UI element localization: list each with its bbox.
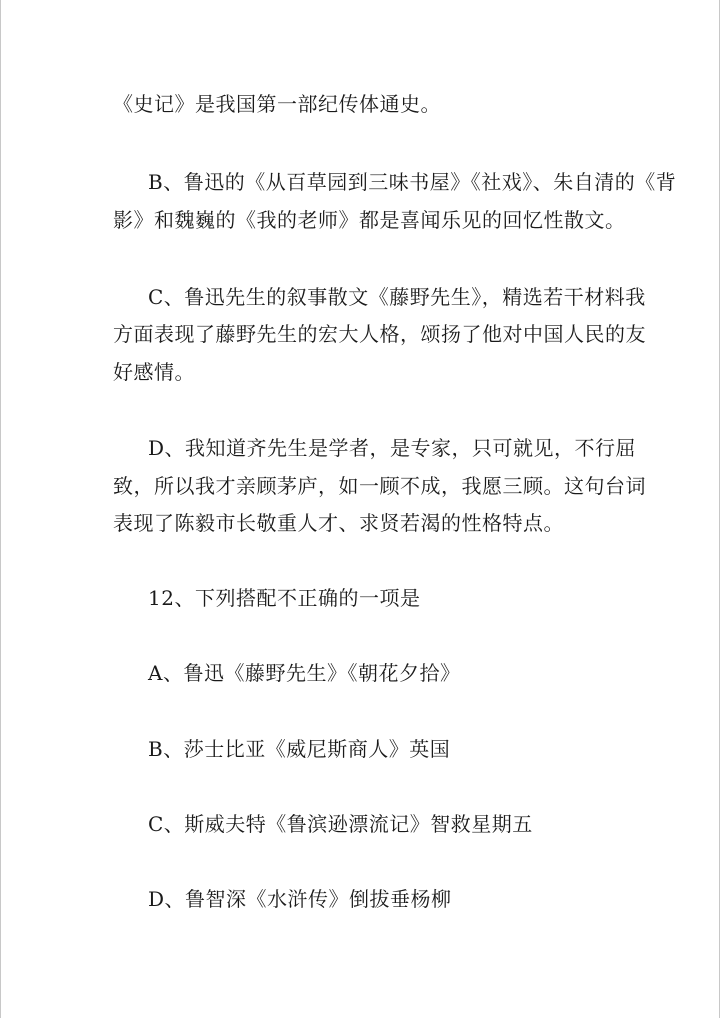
question-12-option-a: A、鲁迅《藤野先生》《朝花夕拾》 <box>148 661 461 685</box>
text-line-shiji: 《史记》是我国第一部纪传体通史。 <box>113 92 441 116</box>
option-d-line-2: 致，所以我才亲顾茅庐，如一顾不成，我愿三顾。这句台词 <box>113 474 646 498</box>
option-c-line-2: 方面表现了藤野先生的宏大人格，颂扬了他对中国人民的友 <box>113 322 646 346</box>
option-b-line-2: 影》和魏巍的《我的老师》都是喜闻乐见的回忆性散文。 <box>113 208 626 232</box>
option-c-line-1: C、鲁迅先生的叙事散文《藤野先生》，精选若干材料我 <box>148 285 646 309</box>
option-d-line-1: D、我知道齐先生是学者，是专家，只可就见，不行屈 <box>148 436 637 460</box>
option-b-line-1: B、鲁迅的《从百草园到三味书屋》《社戏》、朱自清的《背 <box>148 170 677 194</box>
option-d-line-3: 表现了陈毅市长敬重人才、求贤若渴的性格特点。 <box>113 511 564 535</box>
option-c-line-3: 好感情。 <box>113 360 195 384</box>
question-12-stem: 12、下列搭配不正确的一项是 <box>148 586 421 610</box>
question-12-option-c: C、斯威夫特《鲁滨逊漂流记》智救星期五 <box>148 812 533 836</box>
question-12-option-d: D、鲁智深《水浒传》倒拔垂杨柳 <box>148 887 452 911</box>
question-12-option-b: B、莎士比亚《威尼斯商人》英国 <box>148 737 451 761</box>
